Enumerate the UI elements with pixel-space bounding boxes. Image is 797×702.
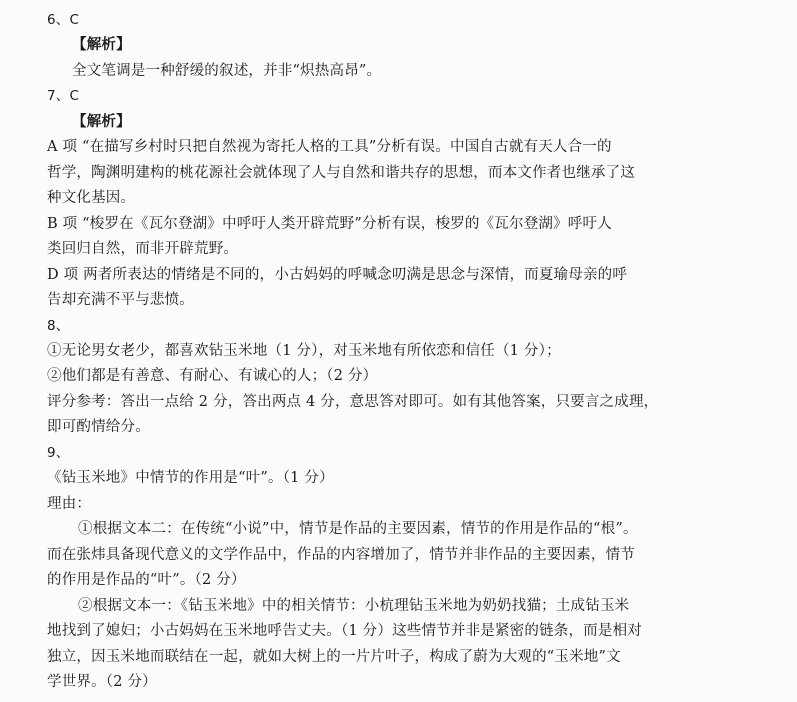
q9-number: 9、 bbox=[47, 445, 70, 461]
q8-scoring-line: 即可酌情给分。 bbox=[47, 419, 150, 435]
q9-reason-label: 理由： bbox=[47, 496, 92, 512]
q6-analysis-label: 【解析】 bbox=[72, 36, 131, 53]
q9-reason-line: ②根据文本一：《钻玉米地》中的相关情节：小杭理钻玉米地为奶奶找猫；土成钻玉米 bbox=[78, 598, 630, 614]
q9-reason-line: 学世界。（2 分） bbox=[47, 674, 157, 690]
q7-option-a-line: A 项 “在描写乡村时只把自然视为寄托人格的工具”分析有误。中国自古就有天人合一的 bbox=[47, 139, 612, 155]
q7-option-d-line: D 项 两者所表达的情绪是不同的，小古妈妈的呼喊念叨满是思念与深情，而夏瑜母亲的呼 bbox=[47, 267, 628, 283]
q7-option-d-line: 告却充满不平与悲愤。 bbox=[47, 292, 194, 308]
q9-reason-line: 的作用是作品的“叶”。（2 分） bbox=[47, 572, 246, 588]
q7-option-a-line: 哲学，陶渊明建构的桃花源社会就体现了人与自然和谐共存的思想，而本文作者也继承了这 bbox=[47, 165, 635, 181]
q7-option-b-line: 类回归自然，而非开辟荒野。 bbox=[47, 241, 239, 257]
q7-option-a-line: 种文化基因。 bbox=[47, 190, 136, 206]
q7-number: 7、C bbox=[47, 88, 80, 104]
q8-scoring-line: 评分参考：答出一点给 2 分，答出两点 4 分，意思答对即可。如有其他答案，只要言之成理， bbox=[47, 394, 659, 410]
q8-answer-line: ②他们都是有善意、有耐心、有诚心的人；（2 分） bbox=[47, 368, 378, 384]
q9-answer-line: 《钻玉米地》中情节的作用是“叶”。（1 分） bbox=[47, 470, 334, 486]
q9-reason-line: 地找到了媳妇；小古妈妈在玉米地呼告丈夫。（1 分）这些情节并非是紧密的链条，而是相对 bbox=[47, 623, 642, 639]
q9-reason-line: ①根据文本二：在传统“小说”中，情节是作品的主要因素，情节的作用是作品的“根”。 bbox=[78, 521, 638, 537]
q9-reason-line: 独立，因玉米地而联结在一起，就如大树上的一片片叶子，构成了蔚为大观的“玉米地”文 bbox=[47, 649, 621, 665]
q9-reason-line: 而在张炜具备现代意义的文学作品中，作品的内容增加了，情节并非作品的主要因素，情节 bbox=[47, 547, 635, 563]
q6-number: 6、C bbox=[47, 12, 80, 28]
q6-analysis-text: 全文笔调是一种舒缓的叙述，并非“炽热高昂”。 bbox=[72, 63, 382, 79]
q8-answer-line: ①无论男女老少，都喜欢钻玉米地（1 分），对玉米地有所依恋和信任（1 分）； bbox=[47, 343, 561, 359]
q8-number: 8、 bbox=[47, 318, 70, 334]
q7-analysis-label: 【解析】 bbox=[72, 113, 131, 130]
q7-option-b-line: B 项 “梭罗在《瓦尔登湖》中呼吁人类开辟荒野”分析有误，梭罗的《瓦尔登湖》呼吁人 bbox=[47, 216, 612, 232]
